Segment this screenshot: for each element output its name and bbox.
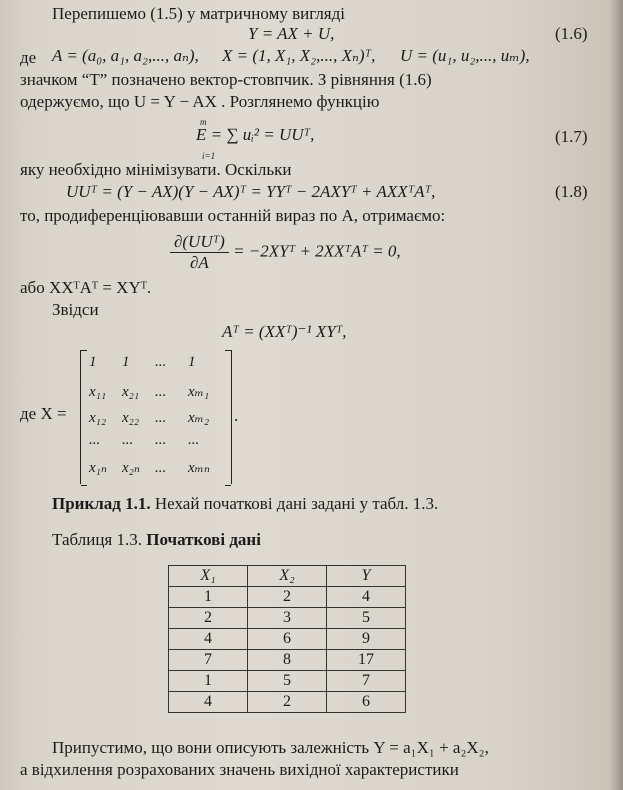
matrix-cell: x₁₂	[89, 410, 107, 426]
table-row	[169, 587, 406, 608]
table-cell: 17	[327, 650, 406, 671]
column-header: X₂	[248, 566, 327, 587]
matrix-end-period: .	[234, 406, 239, 425]
definition-x: X = (1, X₁, X₂,..., Xₙ)ᵀ,	[222, 46, 376, 65]
table-row	[169, 671, 406, 692]
equation-at: Aᵀ = (XXᵀ)⁻¹ XYᵀ,	[222, 322, 347, 341]
matrix-cell: 1	[122, 354, 130, 370]
table-cell: 6	[327, 692, 406, 713]
example-text: Нехай початкові дані задані у табл. 1.3.	[150, 494, 439, 513]
definition-de: де	[20, 48, 37, 67]
matrix-cell: ...	[155, 384, 167, 400]
text-line-5: одержуємо, що U = Y − AX . Розглянемо функцію	[20, 92, 380, 111]
table-cell: 5	[248, 671, 327, 692]
example-line	[52, 494, 438, 514]
table-cell: 2	[169, 608, 248, 629]
matrix-cell: x₂₁	[122, 384, 140, 400]
table-cell: 1	[169, 587, 248, 608]
matrix-cell: ...	[155, 460, 167, 476]
matrix-row	[89, 354, 223, 371]
table-caption-title: Початкові дані	[146, 530, 261, 549]
column-header: X₁	[169, 566, 248, 587]
matrix-lead: де X =	[20, 404, 67, 423]
table-row	[169, 650, 406, 671]
matrix-row	[89, 458, 223, 477]
table-cell: 9	[327, 629, 406, 650]
sum-upper-limit: m	[200, 117, 207, 127]
equation-1-6: Y = AX + U,	[248, 24, 335, 43]
column-header: Y	[327, 566, 406, 587]
table-cell: 4	[327, 587, 406, 608]
equation-1-7: E = ∑ uᵢ² = UUᵀ,	[196, 125, 315, 144]
matrix-cell: ...	[89, 432, 101, 448]
table-header-row	[169, 566, 406, 587]
table-cell: 1	[169, 671, 248, 692]
matrix-row	[89, 432, 223, 449]
table-row	[169, 608, 406, 629]
text-line-7: яку необхідно мінімізувати. Оскільки	[20, 160, 292, 179]
matrix-cell: xₘ₂	[188, 410, 210, 426]
matrix-cell: 1	[89, 354, 97, 370]
matrix-cell: ...	[122, 432, 134, 448]
table-caption-prefix: Таблиця 1.3.	[52, 530, 147, 549]
matrix-row	[89, 408, 223, 427]
table-cell: 2	[248, 587, 327, 608]
table-row	[169, 692, 406, 713]
page-edge-shadow	[609, 0, 623, 790]
table-row	[169, 629, 406, 650]
table-cell: 5	[327, 608, 406, 629]
matrix-row	[89, 382, 223, 401]
matrix-x	[80, 350, 232, 484]
text-line-11: або XXᵀAᵀ = XYᵀ.	[20, 278, 152, 297]
table-cell: 4	[169, 629, 248, 650]
example-label: Приклад 1.1.	[52, 494, 151, 513]
matrix-cell: 1	[188, 354, 196, 370]
matrix-cell: ...	[188, 432, 200, 448]
equation-number-1-7: (1.7)	[555, 127, 588, 146]
equation-number-1-6: (1.6)	[555, 24, 588, 43]
closing-line-1: Припустимо, що вони описують залежність Y = a₁X₁ + a₂X₂,	[52, 738, 489, 757]
table-caption	[52, 530, 261, 550]
matrix-cell: x₁₁	[89, 384, 107, 400]
matrix-cell: ...	[155, 432, 167, 448]
fraction-denominator: ∂A	[190, 253, 209, 272]
table-cell: 2	[248, 692, 327, 713]
definition-a: A = (a₀, a₁, a₂,..., aₙ),	[52, 46, 199, 65]
table-cell: 7	[169, 650, 248, 671]
matrix-cell: ...	[155, 354, 167, 370]
closing-line-2: а відхилення розрахованих значень вихідної характеристики	[20, 760, 459, 779]
matrix-cell: xₘₙ	[188, 460, 210, 476]
equation-1-8: UUᵀ = (Y − AX)(Y − AX)ᵀ = YYᵀ − 2AXYᵀ + AXXᵀAᵀ,	[66, 182, 436, 201]
initial-data-table	[168, 565, 406, 713]
table-cell: 4	[169, 692, 248, 713]
equation-number-1-8: (1.8)	[555, 182, 588, 201]
derivative-equation	[170, 232, 401, 273]
intro-line: Перепишемо (1.5) у матричному вигляді	[52, 4, 346, 23]
table-cell: 3	[248, 608, 327, 629]
sum-lower-limit: i=1	[202, 151, 216, 161]
derivative-fraction	[170, 232, 229, 273]
text-line-9: то, продиференціювавши останній вираз по A, отримаємо:	[20, 206, 446, 225]
matrix-cell: xₘ₁	[188, 384, 210, 400]
table-cell: 8	[248, 650, 327, 671]
derivative-rhs: = −2XYᵀ + 2XXᵀAᵀ = 0,	[233, 241, 401, 261]
matrix-cell: x₁ₙ	[89, 460, 107, 476]
text-line-12: Звідси	[52, 300, 99, 319]
matrix-cell: x₂₂	[122, 410, 140, 426]
definition-u: U = (u₁, u₂,..., uₘ),	[400, 46, 530, 65]
matrix-cell: ...	[155, 410, 167, 426]
table-cell: 6	[248, 629, 327, 650]
matrix-cell: x₂ₙ	[122, 460, 140, 476]
fraction-numerator: ∂(UUᵀ)	[170, 232, 229, 253]
table-cell: 7	[327, 671, 406, 692]
text-line-4: значком “T” позначено вектор-стовпчик. З рівняння (1.6)	[20, 70, 432, 89]
